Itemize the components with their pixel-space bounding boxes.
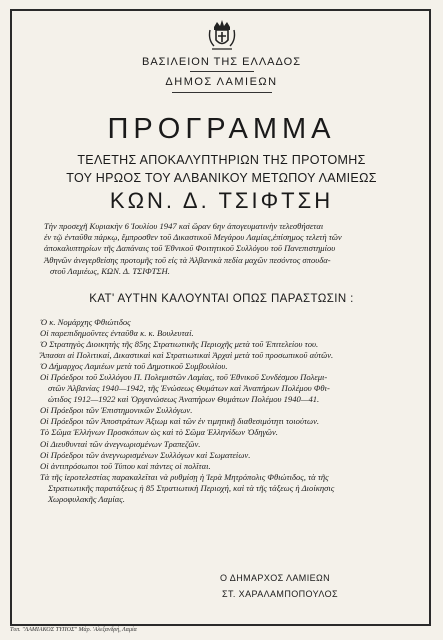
intro-line: στοῦ Λαμιέως, ΚΩΝ. Δ. ΤΣΙΦΤΣΗ. [50, 265, 170, 276]
kingdom-heading: ΒΑΣΙΛΕΙΟΝ ΤΗΣ ΕΛΛΑΔΟΣ [142, 56, 301, 68]
invitee-list-item: Στρατιωτικῆς παρατάξεως ἡ 85 Στρατιωτικὴ Περιοχή, καὶ τὰ τῆς τάξεως ἡ Διοίκησις [48, 482, 335, 493]
invitee-list-item: Ἅπασαι αἱ Πολιτικαί, Δικαστικαὶ καὶ Στρατιωτικαὶ Ἀρχαὶ μετὰ τοῦ προσωπικοῦ αὐτῶν. [40, 350, 334, 361]
invitee-list [40, 317, 406, 505]
invitee-list-item: Οἱ Πρόεδροι τῶν Ἐπιστημονικῶν Συλλόγων. [40, 405, 193, 416]
invitee-list-item: Ὁ Στρατηγὸς Διοικητὴς τῆς 85ης Στρατιωτικῆς Περιοχῆς μετὰ τοῦ Ἐπιτελείου του. [40, 339, 319, 350]
printer-credit: Τυπ. "ΛΑΜΙΑΚΟΣ ΤΥΠΟΣ" Μάρ. 'Αλεξανδρή, Λαμία [10, 627, 137, 633]
intro-paragraph [44, 221, 400, 277]
invitee-list-item: Οἱ Πρόεδροι τοῦ Συλλόγου Π. Πολεμιστῶν Λαμίας, τοῦ Ἐθνικοῦ Συνδέσμου Πολεμι- [40, 372, 328, 383]
program-title: ΠΡΟΓΡΑΜΜΑ [107, 113, 336, 145]
divider [172, 92, 272, 93]
invitee-list-item: Ὁ Δήμαρχος Λαμιέων μετὰ τοῦ Δημοτικοῦ Συμβουλίου. [40, 361, 228, 372]
ceremony-subtitle-line-2: ΤΟΥ ΗΡΩΟΣ ΤΟΥ ΑΛΒΑΝΙΚΟΥ ΜΕΤΩΠΟΥ ΛΑΜΙΕΩΣ [66, 171, 377, 185]
royal-crown-crest-icon [206, 18, 238, 52]
invitee-list-item: Οἱ Διευθυνταὶ τῶν ἀνεγνωρισμένων Τραπεζῶν. [40, 438, 201, 449]
invitee-list-item: Οἱ παρεπιδημοῦντες ἐνταῦθα κ. κ. Βουλευταί. [40, 328, 194, 339]
ceremony-subtitle-line-1: ΤΕΛΕΤΗΣ ΑΠΟΚΑΛΥΠΤΗΡΙΩΝ ΤΗΣ ΠΡΟΤΟΜΗΣ [77, 153, 366, 167]
invitee-list-item: Χωροφυλακῆς Λαμίας. [48, 493, 125, 504]
invitee-list-item: Τὸ Σῶμα Ἑλλήνων Προσκόπων ὡς καὶ τὸ Σῶμα Ἑλληνίδων Ὁδηγῶν. [40, 427, 278, 438]
hero-name: ΚΩΝ. Δ. ΤΣΙΦΤΣΗ [109, 188, 334, 213]
signature-name: ΣΤ. ΧΑΡΑΛΑΜΠΟΠΟΥΛΟΣ [222, 589, 338, 599]
invitee-list-item: Οἱ Πρόεδροι τῶν Ἀποστράτων Ἀξιωμ καὶ τῶν ἐν τιμητικῇ διαθεσιμότητι τοιούτων. [40, 416, 320, 427]
intro-line: ἐν τῷ ἐνταῦθα πάρκῳ, ἔμπροσθεν τοῦ Δικαστικοῦ Μεγάρου Λαμίας,ἐπίσημος τελετὴ τῶν [44, 232, 342, 243]
intro-line: Τὴν προσεχῆ Κυριακὴν 6 Ἰουλίου 1947 καὶ ὥραν 6ην ἀπογευματινὴν τελεσθήσεται [44, 221, 324, 231]
invitee-list-item: Τὰ τῆς ἱεροτελεστίας παρακαλεῖται νὰ ρυθμίσῃ ἡ Ἱερὰ Μητρόπολις Φθιώτιδος, τὰ τῆς [40, 471, 329, 482]
invitee-list-item: Οἱ Πρόεδροι τῶν ἀνεγνωρισμένων Συλλόγων καὶ Σωματείων. [40, 449, 251, 460]
intro-line: ἀποκαλυπτηρίων τῆς Δαπάναις τοῦ Ἐθνικοῦ Φοιτητικοῦ Συλλόγου τοῦ Πανεπιστημίου [44, 243, 336, 254]
signature-role: Ο ΔΗΜΑΡΧΟΣ ΛΑΜΙΕΩΝ [220, 573, 331, 583]
intro-line: Ἀθηνῶν ἀνεγερθείσης προτομῆς τοῦ εἰς τὰ Ἀλβανικὰ πεδία μαχῶν πεσόντος σπουδα- [44, 254, 331, 265]
invitee-list-item: Οἱ ἀντιπρόσωποι τοῦ Τύπου καὶ πάντες οἱ πολῖται. [40, 460, 211, 471]
invitee-list-item: Ὁ κ. Νομάρχης Φθιώτιδος [40, 317, 131, 327]
municipality-heading: ΔΗΜΟΣ ΛΑΜΙΕΩΝ [165, 76, 278, 88]
divider [190, 71, 254, 72]
invitee-list-item: στῶν Ἀλβανίας 1940—1942, τῆς Ἑνώσεως Θυμάτων καὶ Ἀναπήρων Πολέμου Φθι- [48, 383, 330, 394]
invitation-heading: ΚΑΤ' ΑΥΤΗΝ ΚΑΛΟΥΝΤΑΙ ΟΠΩΣ ΠΑΡΑΣΤΩΣΙΝ : [89, 293, 354, 305]
invitee-list-item: ώτιδος 1912—1922 καὶ Ὀργανώσεως Ἀναπήρων Θυμάτων Πολέμου 1940—41. [48, 394, 320, 405]
